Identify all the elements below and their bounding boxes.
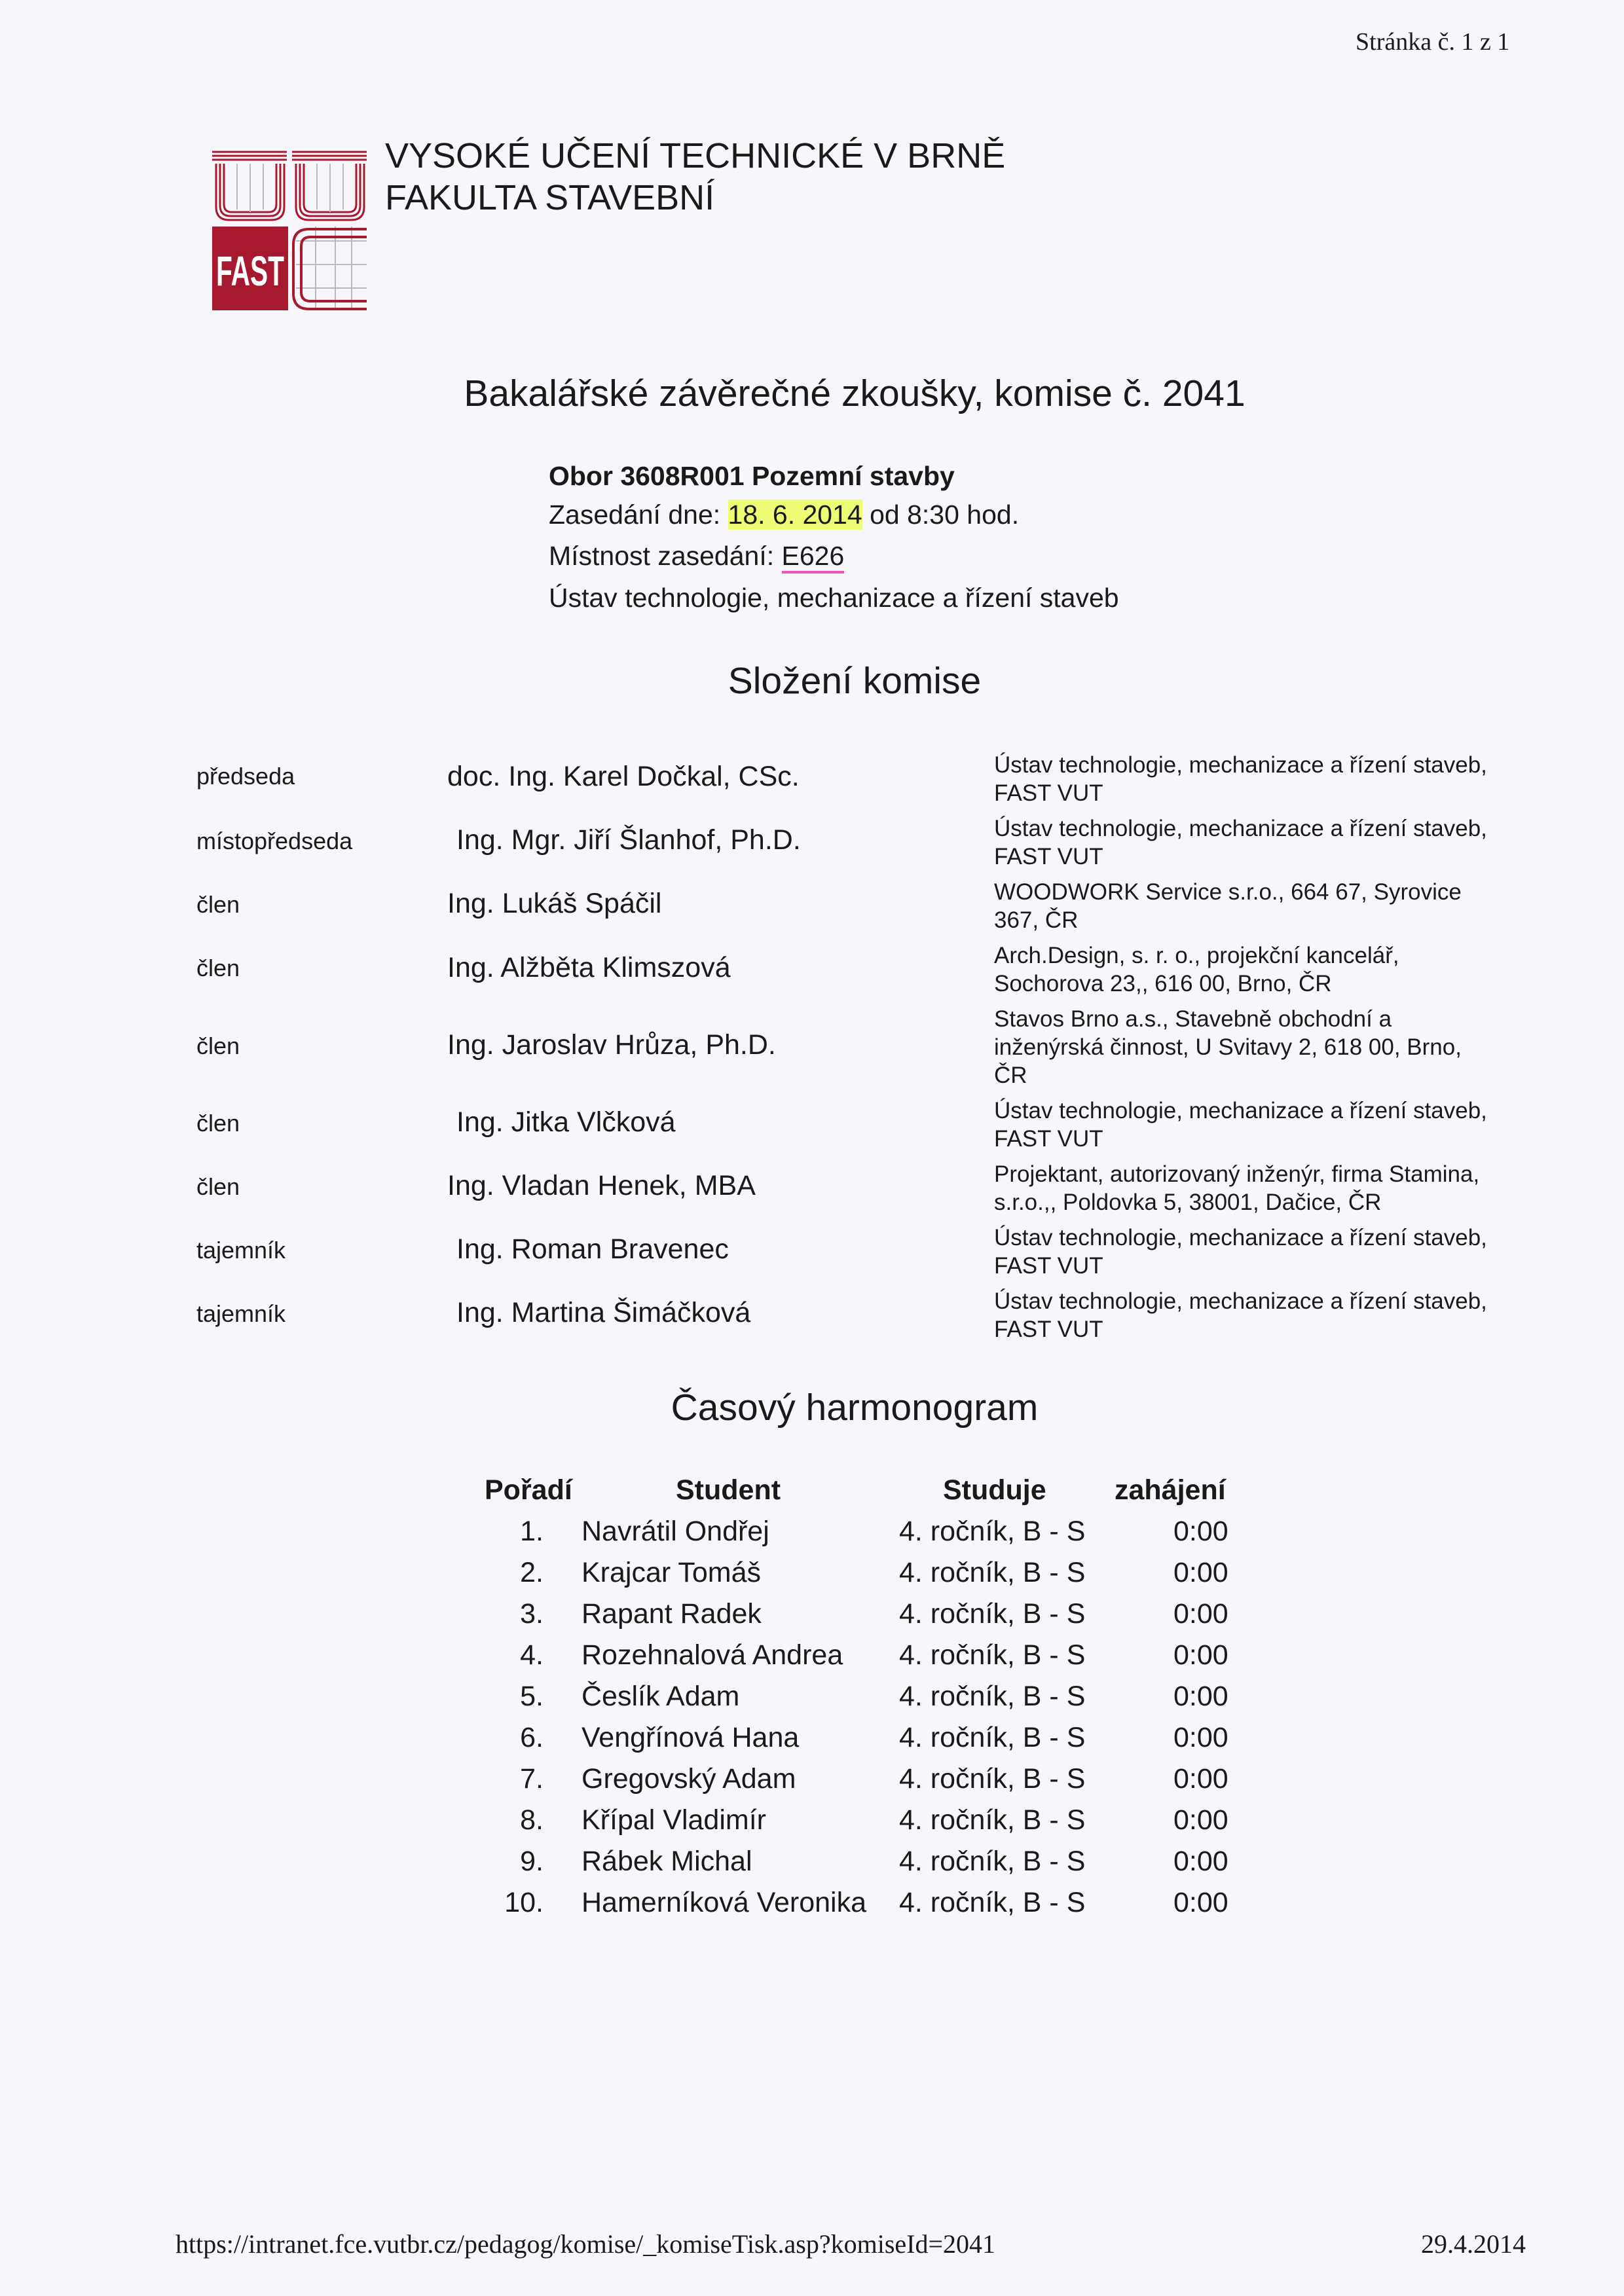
affiliation-line: Ústav technologie, mechanizace a řízení staveb,	[994, 1225, 1487, 1250]
row-student: Vengřínová Hana	[581, 1722, 800, 1753]
row-start: 0:00	[1173, 1887, 1228, 1918]
member-role: tajemník	[196, 1300, 286, 1327]
affiliation-line: Ústav technologie, mechanizace a řízení staveb,	[994, 816, 1487, 841]
member-role: místopředseda	[196, 828, 353, 854]
row-start: 0:00	[1173, 1846, 1228, 1877]
row-studies: 4. ročník, B - S	[899, 1887, 1086, 1918]
affiliation-line: Stavos Brno a.s., Stavebně obchodní a	[994, 1006, 1392, 1032]
university-name: VYSOKÉ UČENÍ TECHNICKÉ V BRNĚ	[385, 136, 1006, 175]
footer-url: https://intranet.fce.vutbr.cz/pedagog/komise/_komiseTisk.asp?komiseId=2041	[175, 2229, 996, 2259]
row-order: 9.	[520, 1846, 544, 1877]
row-order: 7.	[520, 1763, 544, 1795]
affiliation-line: s.r.o.,, Poldovka 5, 38001, Dačice, ČR	[994, 1190, 1382, 1215]
composition-title: Složení komise	[728, 660, 982, 702]
row-student: Křípal Vladimír	[581, 1804, 766, 1836]
member-name: Ing. Roman Bravenec	[456, 1233, 729, 1265]
page-number: Stránka č. 1 z 1	[1356, 28, 1510, 56]
affiliation-line: Arch.Design, s. r. o., projekční kancelář,	[994, 943, 1399, 968]
row-start: 0:00	[1173, 1681, 1228, 1712]
member-affiliation	[994, 751, 1570, 807]
member-name: Ing. Jitka Vlčková	[456, 1106, 676, 1138]
member-name: Ing. Mgr. Jiří Šlanhof, Ph.D.	[456, 824, 801, 856]
row-order: 10.	[504, 1887, 544, 1918]
row-studies: 4. ročník, B - S	[899, 1557, 1086, 1588]
member-role: člen	[196, 955, 240, 981]
row-student: Rapant Radek	[581, 1598, 762, 1630]
meeting-date-line	[549, 500, 1019, 530]
row-student: Hamerníková Veronika	[581, 1887, 866, 1918]
meeting-room: E626	[782, 541, 845, 574]
affiliation-line: Projektant, autorizovaný inženýr, firma Stamina,	[994, 1161, 1480, 1187]
member-role: člen	[196, 1173, 240, 1200]
room-label: Místnost zasedání:	[549, 541, 782, 571]
table-row	[0, 1722, 1624, 1763]
schedule-title: Časový harmonogram	[671, 1387, 1039, 1429]
row-order: 8.	[520, 1804, 544, 1836]
row-order: 4.	[520, 1639, 544, 1671]
row-studies: 4. ročník, B - S	[899, 1681, 1086, 1712]
row-order: 3.	[520, 1598, 544, 1630]
meeting-time: od 8:30 hod.	[862, 500, 1020, 530]
affiliation-line: inženýrská činnost, U Svitavy 2, 618 00, Brno,	[994, 1034, 1462, 1060]
row-studies: 4. ročník, B - S	[899, 1598, 1086, 1630]
row-order: 1.	[520, 1516, 544, 1547]
row-student: Rozehnalová Andrea	[581, 1639, 843, 1671]
row-student: Navrátil Ondřej	[581, 1516, 769, 1547]
meeting-date: 18. 6. 2014	[728, 500, 862, 530]
meeting-room-line	[549, 541, 844, 572]
affiliation-line: FAST VUT	[994, 1253, 1103, 1279]
row-student: Česlík Adam	[581, 1681, 740, 1712]
member-affiliation	[994, 1005, 1570, 1089]
affiliation-line: FAST VUT	[994, 844, 1103, 869]
row-start: 0:00	[1173, 1516, 1228, 1547]
row-start: 0:00	[1173, 1639, 1228, 1671]
affiliation-line: ČR	[994, 1063, 1027, 1088]
affiliation-line: Ústav technologie, mechanizace a řízení staveb,	[994, 1098, 1487, 1123]
row-order: 5.	[520, 1681, 544, 1712]
member-affiliation	[994, 1287, 1570, 1343]
member-name: Ing. Alžběta Klimszová	[447, 952, 731, 983]
institution-header	[385, 135, 1005, 219]
document-title: Bakalářské závěrečné zkoušky, komise č. 2041	[464, 373, 1246, 414]
row-start: 0:00	[1173, 1763, 1228, 1795]
member-role: předseda	[196, 763, 295, 790]
affiliation-line: Ústav technologie, mechanizace a řízení staveb,	[994, 752, 1487, 778]
member-name: Ing. Vladan Henek, MBA	[447, 1170, 756, 1201]
row-studies: 4. ročník, B - S	[899, 1722, 1086, 1753]
field-of-study: Obor 3608R001 Pozemní stavby	[549, 461, 955, 491]
row-studies: 4. ročník, B - S	[899, 1804, 1086, 1836]
date-label: Zasedání dne:	[549, 500, 728, 530]
row-student: Rábek Michal	[581, 1846, 752, 1877]
member-role: člen	[196, 1032, 240, 1059]
table-row	[0, 1846, 1624, 1887]
member-affiliation	[994, 814, 1570, 871]
column-header-studies: Studuje	[943, 1474, 1046, 1506]
row-studies: 4. ročník, B - S	[899, 1516, 1086, 1547]
fast-logo	[211, 149, 368, 313]
member-role: člen	[196, 891, 240, 918]
row-start: 0:00	[1173, 1722, 1228, 1753]
row-order: 2.	[520, 1557, 544, 1588]
affiliation-line: Sochorova 23,, 616 00, Brno, ČR	[994, 971, 1332, 996]
column-header-start: zahájení	[1115, 1474, 1226, 1506]
table-row	[0, 1804, 1624, 1846]
member-affiliation	[994, 1097, 1570, 1153]
row-studies: 4. ročník, B - S	[899, 1639, 1086, 1671]
table-row	[0, 1681, 1624, 1722]
row-order: 6.	[520, 1722, 544, 1753]
row-start: 0:00	[1173, 1598, 1228, 1630]
member-affiliation	[994, 1224, 1570, 1280]
row-student: Krajcar Tomáš	[581, 1557, 762, 1588]
footer-date: 29.4.2014	[1421, 2229, 1526, 2259]
affiliation-line: FAST VUT	[994, 1317, 1103, 1342]
member-affiliation	[994, 878, 1570, 934]
member-name: Ing. Lukáš Spáčil	[447, 888, 662, 919]
department: Ústav technologie, mechanizace a řízení staveb	[549, 583, 1119, 613]
affiliation-line: FAST VUT	[994, 1126, 1103, 1152]
member-role: člen	[196, 1110, 240, 1137]
table-row	[0, 1887, 1624, 1928]
member-name: Ing. Martina Šimáčková	[456, 1297, 751, 1328]
member-affiliation	[994, 1160, 1570, 1216]
row-start: 0:00	[1173, 1804, 1228, 1836]
row-studies: 4. ročník, B - S	[899, 1846, 1086, 1877]
table-row	[0, 1557, 1624, 1598]
affiliation-line: WOODWORK Service s.r.o., 664 67, Syrovice	[994, 879, 1462, 905]
column-header-student: Student	[676, 1474, 781, 1506]
member-name: Ing. Jaroslav Hrůza, Ph.D.	[447, 1029, 776, 1061]
table-row	[0, 1763, 1624, 1804]
member-name: doc. Ing. Karel Dočkal, CSc.	[447, 761, 800, 792]
column-header-order: Pořadí	[485, 1474, 572, 1506]
table-row	[0, 1639, 1624, 1681]
row-start: 0:00	[1173, 1557, 1228, 1588]
logo-text: FAST	[216, 247, 284, 295]
table-row	[0, 1516, 1624, 1557]
member-role: tajemník	[196, 1237, 286, 1264]
affiliation-line: 367, ČR	[994, 907, 1079, 933]
member-affiliation	[994, 941, 1570, 998]
row-student: Gregovský Adam	[581, 1763, 796, 1795]
affiliation-line: Ústav technologie, mechanizace a řízení staveb,	[994, 1288, 1487, 1314]
affiliation-line: FAST VUT	[994, 780, 1103, 806]
table-row	[0, 1598, 1624, 1639]
row-studies: 4. ročník, B - S	[899, 1763, 1086, 1795]
faculty-name: FAKULTA STAVEBNÍ	[385, 178, 715, 217]
